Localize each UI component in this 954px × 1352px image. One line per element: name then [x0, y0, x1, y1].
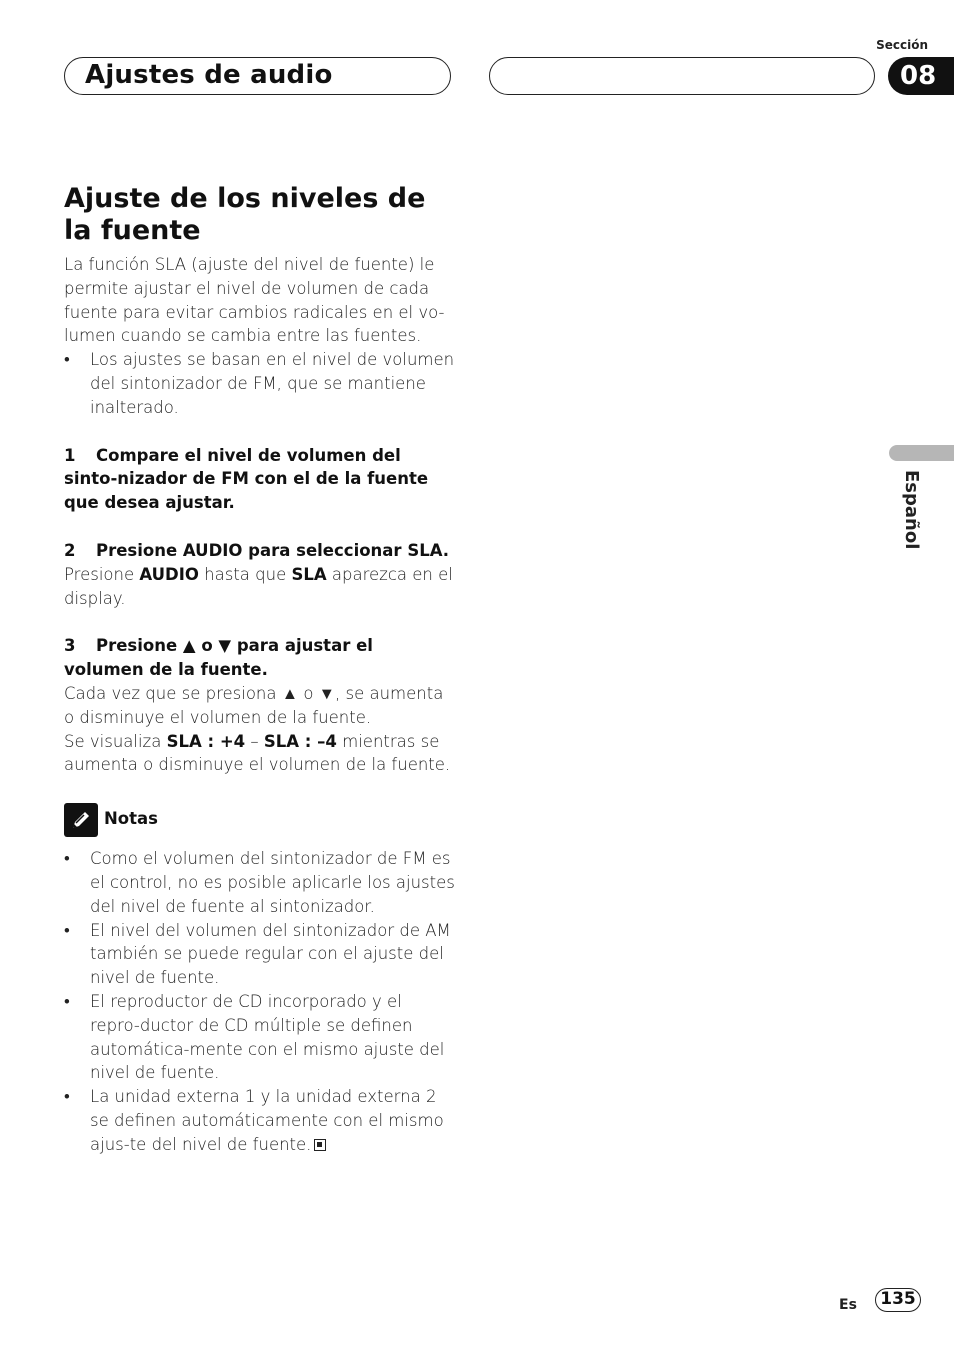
step-3-body-2a: Se visualiza	[64, 731, 167, 751]
page-number: 135	[875, 1288, 921, 1312]
note-item: • Como el volumen del sintonizador de FM es el control, no es posible aplicarle los ajustes del nivel de fuente al sintonizador.	[64, 847, 456, 918]
note-item: • El nivel del volumen del sintonizador de AM también se puede regular con el ajuste del nivel de fuente.	[64, 919, 456, 990]
section-title-pill	[64, 57, 451, 95]
step-3-body-1: Cada vez que se presiona ▲ o ▼, se aumenta o disminuye el volumen de la fuente.	[64, 683, 444, 727]
main-content	[64, 183, 456, 1157]
intro-bullet: • Los ajustes se basan en el nivel de volumen del sintonizador de FM, que se mantiene inalterado.	[64, 348, 456, 419]
step-3-body-2c: –	[245, 731, 264, 751]
step-3-title	[64, 634, 456, 682]
section-number-badge: 08	[888, 57, 954, 95]
step-2-body-d: SLA	[291, 564, 327, 584]
note-item: • El reproductor de CD incorporado y el repro-ductor de CD múltiple se definen automática-mente con el mismo ajuste del nivel de fuente.	[64, 990, 456, 1085]
section-title: Ajustes de audio	[85, 60, 333, 90]
step-3-body-2d: SLA : –4	[263, 731, 337, 751]
step-2-text: Presione AUDIO para seleccionar SLA.	[96, 540, 450, 560]
language-label: Español	[901, 470, 922, 550]
step-3-number: 3	[64, 636, 76, 656]
language-tab	[889, 445, 954, 461]
step-2-body-a: Presione	[64, 564, 140, 584]
step-2-body-e: aparezca en el display.	[64, 564, 453, 608]
note-item-last	[64, 1085, 456, 1156]
section-label: Sección	[876, 38, 928, 52]
step-2-body-c: hasta que	[198, 564, 292, 584]
step-2-body-b: AUDIO	[139, 564, 199, 584]
step-3-body-2e: mientras se aumenta o disminuye el volumen de la fuente.	[64, 731, 451, 775]
step-3-body-2	[64, 730, 456, 778]
notes-header	[64, 801, 456, 837]
step-2-number: 2	[64, 540, 76, 560]
step-1-number: 1	[64, 445, 76, 465]
intro-paragraph: La función SLA (ajuste del nivel de fuente) le permite ajustar el nivel de volumen de cada fuente para evitar cambios radicales en el vo-lumen cuando se cambia entre las fuentes.	[64, 255, 445, 346]
step-2-title	[64, 539, 456, 563]
header-blank-pill	[489, 57, 875, 95]
footer-language-code: Es	[839, 1297, 857, 1313]
step-1-title	[64, 444, 456, 515]
notes-label: Notas	[104, 809, 158, 829]
end-mark-icon	[314, 1139, 326, 1151]
step-3-body-2b: SLA : +4	[166, 731, 246, 751]
language-label-wrap	[896, 470, 926, 560]
step-1-text: Compare el nivel de volumen del sinto-nizador de FM con el de la fuente que desea ajustar.	[64, 445, 429, 513]
pencil-icon	[64, 803, 98, 837]
step-3-text: Presione ▲ o ▼ para ajustar el volumen de la fuente.	[64, 636, 373, 680]
notes-list	[64, 847, 456, 1156]
note-item-last-text: La unidad externa 1 y la unidad externa 2 se definen automáticamente con el mismo ajus-te del nivel de fuente.	[90, 1087, 444, 1154]
page-heading: Ajuste de los niveles de la fuente	[64, 183, 426, 246]
step-2-body	[64, 563, 456, 611]
